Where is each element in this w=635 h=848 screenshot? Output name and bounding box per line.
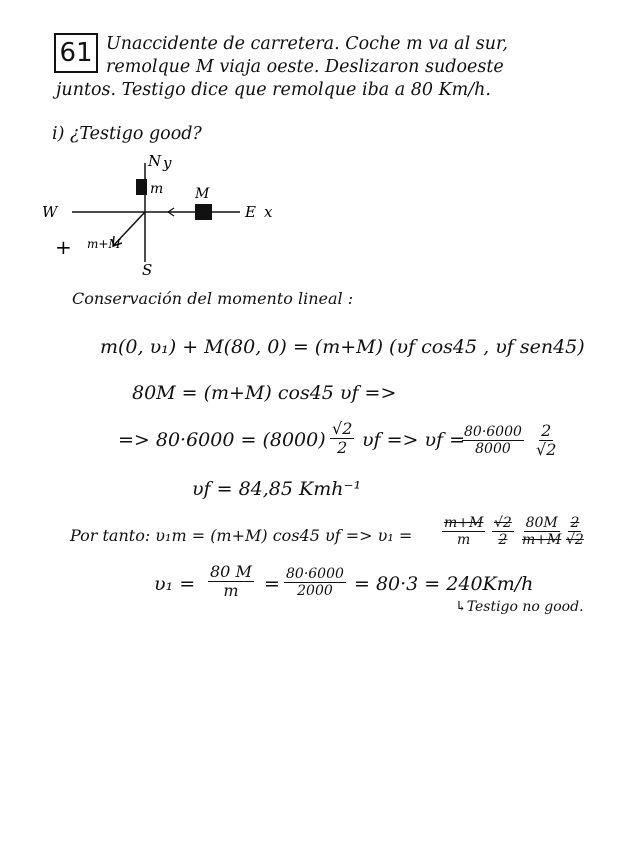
fraction-denominator: m+M <box>522 532 562 548</box>
fraction-numerator: 80·6000 <box>464 424 522 440</box>
equation-3-fraction-1 <box>330 421 354 456</box>
car-m-label: m <box>150 181 164 197</box>
equation-5-fraction-c <box>522 516 561 547</box>
x-axis-label: x <box>264 203 273 221</box>
fraction-numerator: 80M <box>525 515 558 531</box>
fraction-numerator: √2 <box>332 419 353 438</box>
fraction-denominator: 2 <box>498 532 508 548</box>
question: i) ¿Testigo good? <box>52 124 202 144</box>
equation-6-fraction-2 <box>284 567 346 598</box>
fraction-denominator: m <box>457 532 471 548</box>
conclusion: ↳Testigo no good. <box>455 599 584 615</box>
y-axis-label: y <box>163 154 172 172</box>
fraction-denominator: m <box>223 581 239 600</box>
equation-5-fraction-d <box>566 516 584 547</box>
fraction-denominator: 8000 <box>475 441 511 457</box>
plus-mark: + <box>55 235 72 259</box>
fraction-denominator: 2000 <box>297 583 333 599</box>
equation-5-lead: Por tanto: υ₁m = (m+M) cos45 υf => υ₁ = <box>70 526 413 545</box>
equation-6-fraction-1 <box>208 564 254 599</box>
west-label: W <box>42 203 58 221</box>
fraction-numerator: m+M <box>444 515 484 531</box>
fraction-numerator: 80 M <box>210 562 252 581</box>
fraction-denominator: 2 <box>337 438 348 457</box>
equation-5-fraction-a <box>442 516 485 547</box>
problem-line-1: Unaccidente de carretera. Coche m va al sur, <box>106 34 508 54</box>
equation-5-fraction-b <box>492 516 514 547</box>
problem-line-2: remolque M viaja oeste. Deslizaron sudoeste <box>106 57 504 77</box>
problem-line-3: juntos. Testigo dice que remolque iba a 80 Km/h. <box>56 80 491 100</box>
equation-3-lhs: => 80·6000 = (8000) <box>118 429 326 451</box>
equation-3-mid: υf => υf = <box>362 429 466 451</box>
east-label: E <box>245 203 256 221</box>
south-label: S <box>142 261 153 279</box>
equation-1: m(0, υ₁) + M(80, 0) = (m+M) (υf cos45 , υf sen45) <box>100 336 585 358</box>
fraction-numerator: √2 <box>494 515 512 531</box>
equation-4: υf = 84,85 Kmh⁻¹ <box>192 478 362 500</box>
combined-mass-label: m+M <box>87 237 121 251</box>
fraction-denominator: √2 <box>536 440 557 459</box>
equation-3-fraction-2 <box>462 425 524 456</box>
equation-6-equals: = <box>264 573 280 595</box>
north-label: N <box>148 152 162 170</box>
car-m-box <box>136 179 147 195</box>
fraction-numerator: 2 <box>541 421 552 440</box>
car-M-box <box>195 204 212 220</box>
car-M-label: M <box>195 186 210 202</box>
equation-6-result: = 80·3 = 240Km/h <box>354 573 534 595</box>
problem-number: 61 <box>54 33 98 73</box>
equation-3-fraction-3 <box>536 423 556 458</box>
conservation-heading: Conservación del momento lineal : <box>72 289 354 308</box>
equation-2: 80M = (m+M) cos45 υf => <box>132 382 397 404</box>
fraction-numerator: 2 <box>570 515 580 531</box>
fraction-numerator: 80·6000 <box>286 566 344 582</box>
fraction-denominator: √2 <box>566 532 584 548</box>
equation-6-lhs: υ₁ = <box>154 573 196 595</box>
